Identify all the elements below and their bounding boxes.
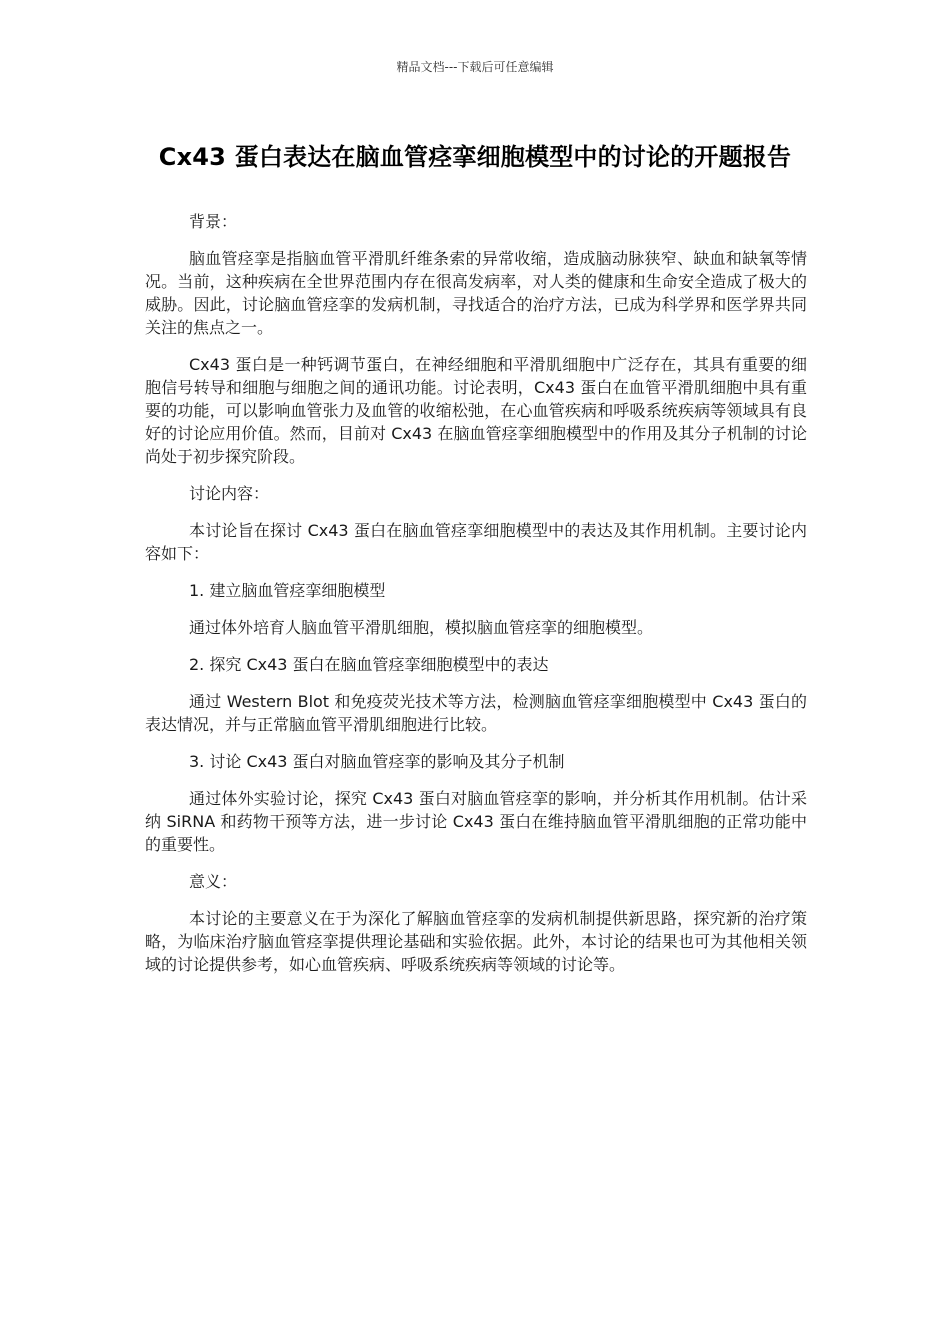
list-item-body-2: 通过 Western Blot 和免疫荧光技术等方法，检测脑血管痉挛细胞模型中 Cx43 蛋白的表达情况，并与正常脑血管平滑肌细胞进行比较。 [145, 692, 807, 734]
paragraph-background-1: 脑血管痉挛是指脑血管平滑肌纤维条索的异常收缩，造成脑动脉狭窄、缺血和缺氧等情况。当前，这种疾病在全世界范围内存在很高发病率，对人类的健康和生命安全造成了极大的威胁。因此，讨论脑血管痉挛的发病机制，寻找适合的治疗方法，已成为科学界和医学界共同关注的焦点之一。 [145, 249, 807, 337]
list-item-heading-3: 3. 讨论 Cx43 蛋白对脑血管痉挛的影响及其分子机制 [189, 752, 565, 771]
section-label-significance: 意义： [189, 872, 238, 891]
section-label-background: 背景： [189, 212, 238, 231]
section-label-content: 讨论内容： [189, 484, 270, 503]
list-item-heading-2: 2. 探究 Cx43 蛋白在脑血管痉挛细胞模型中的表达 [189, 655, 549, 674]
paragraph-background-2: Cx43 蛋白是一种钙调节蛋白，在神经细胞和平滑肌细胞中广泛存在，其具有重要的细胞信号转导和细胞与细胞之间的通讯功能。讨论表明，Cx43 蛋白在血管平滑肌细胞中具有重要的功能，可以影响血管张力及血管的收缩松弛，在心血管疾病和呼吸系统疾病等领域具有良好的讨论应用价值。然而，目前对 Cx43 在脑血管痉挛细胞模型中的作用及其分子机制的讨论尚处于初步探究阶段。 [145, 355, 807, 466]
page-header-note: 精品文档---下载后可任意编辑 [396, 60, 554, 74]
list-item-body-3: 通过体外实验讨论，探究 Cx43 蛋白对脑血管痉挛的影响，并分析其作用机制。估计采纳 SiRNA 和药物干预等方法，进一步讨论 Cx43 蛋白在维持脑血管平滑肌细胞的正常功能中的重要性。 [145, 789, 807, 854]
list-item-body-1: 通过体外培育人脑血管平滑肌细胞，模拟脑血管痉挛的细胞模型。 [189, 618, 654, 637]
paragraph-significance: 本讨论的主要意义在于为深化了解脑血管痉挛的发病机制提供新思路，探究新的治疗策略，为临床治疗脑血管痉挛提供理论基础和实验依据。此外，本讨论的结果也可为其他相关领域的讨论提供参考，如心血管疾病、呼吸系统疾病等领域的讨论等。 [145, 909, 807, 974]
list-item-heading-1: 1. 建立脑血管痉挛细胞模型 [189, 581, 386, 600]
paragraph-content-intro: 本讨论旨在探讨 Cx43 蛋白在脑血管痉挛细胞模型中的表达及其作用机制。主要讨论内容如下： [145, 521, 807, 563]
document-body [145, 210, 807, 990]
document-title: Cx43 蛋白表达在脑血管痉挛细胞模型中的讨论的开题报告 [158, 143, 792, 171]
